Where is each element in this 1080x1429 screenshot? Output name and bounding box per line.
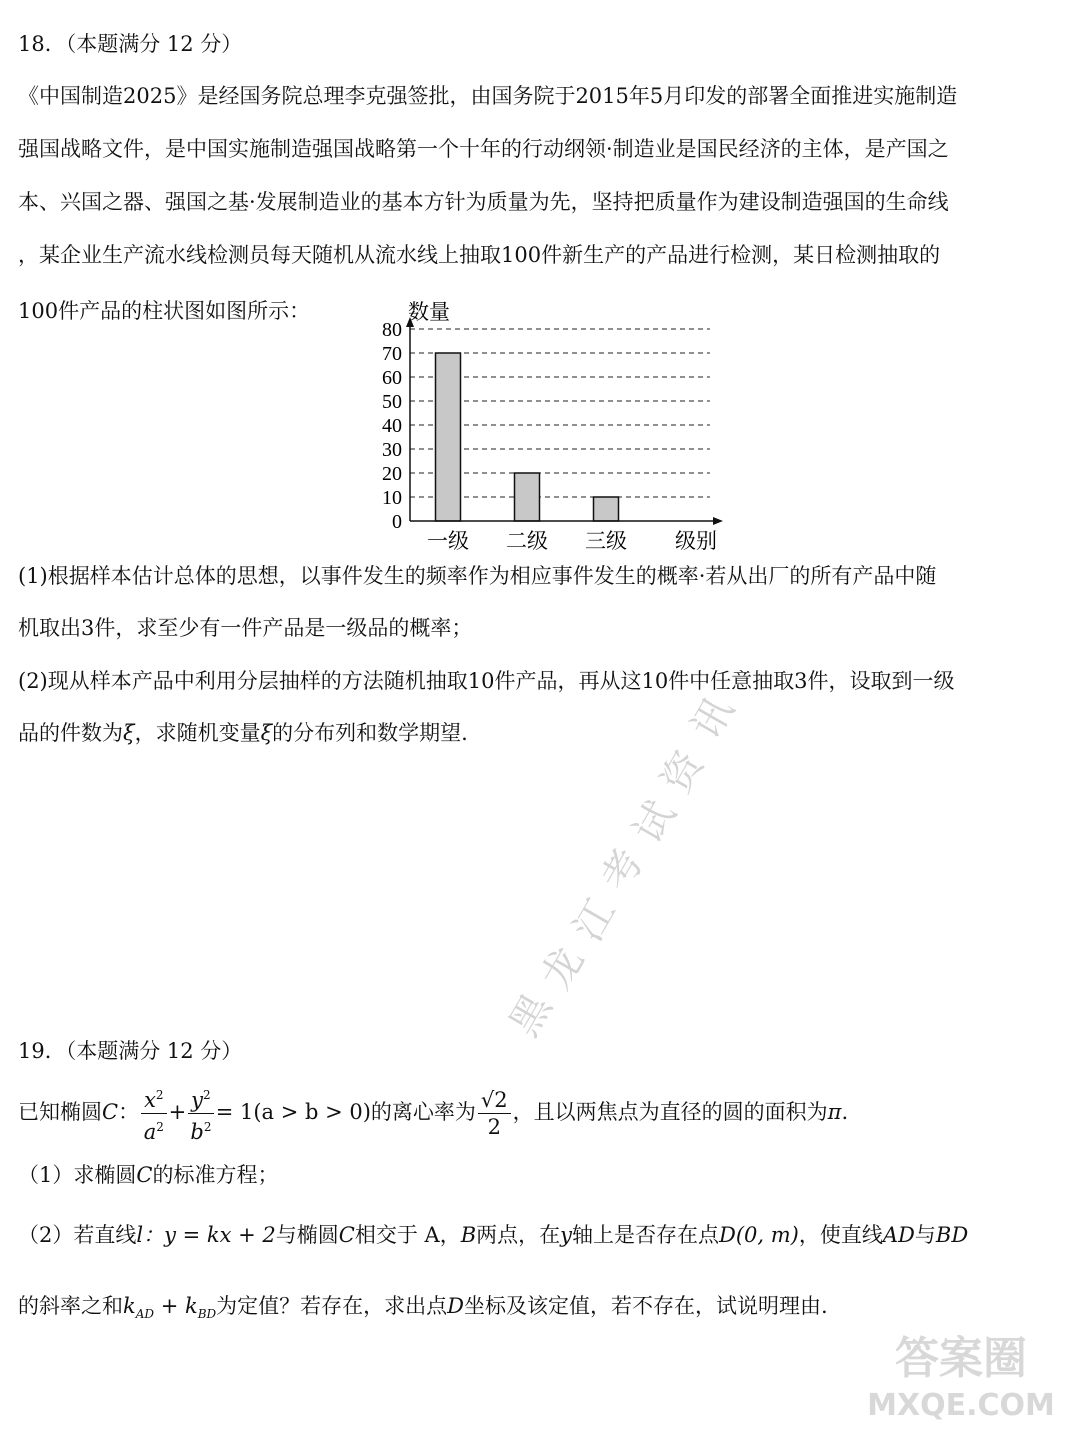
y-tick-label: 60: [382, 367, 402, 389]
plus-sign: +: [168, 1100, 187, 1124]
var-x: x: [144, 1088, 156, 1112]
q19-sub2-line-1: [18, 1221, 968, 1249]
watermark-logo: [856, 1323, 1066, 1423]
y-axis-label: 数量: [408, 300, 450, 324]
y-tick-label: 10: [382, 487, 402, 509]
subscript-bd: BD: [197, 1307, 217, 1322]
sqrt2: √2: [478, 1087, 511, 1114]
q19-text: 轴上是否存在点: [572, 1223, 720, 1247]
logo-top-text: 答案圈: [895, 1333, 1027, 1384]
fraction-sqrt2-2: [478, 1087, 511, 1140]
logo-bottom-text: MXQE.COM: [867, 1388, 1055, 1423]
var-y: y: [191, 1088, 204, 1112]
q18-sub2-line-1: (2)现从样本产品中利用分层抽样的方法随机抽取10件产品，再从这10件中任意抽取3件，设取到一级: [18, 669, 955, 693]
x-tick-label: 一级: [427, 529, 469, 553]
ellipse-c: C: [338, 1223, 355, 1247]
ellipse-c: C: [136, 1163, 153, 1187]
x-tick-label: 二级: [506, 529, 548, 553]
q18-sub2-line-2: [18, 719, 468, 747]
q18-paragraph-line-2: 强国战略文件，是中国实施制造强国战略第一个十年的行动纲领·制造业是国民经济的主体，是产国之: [18, 137, 949, 161]
xi-symbol: ξ: [123, 721, 135, 745]
pi-symbol: π: [827, 1100, 842, 1124]
q18-sub2-text-c: 的分布列和数学期望.: [272, 721, 468, 745]
denominator: 2: [487, 1115, 501, 1139]
q18-sub2-text-a: 品的件数为: [18, 721, 123, 745]
line-equation: ：y = kx + 2: [143, 1223, 276, 1247]
q19-text: ，使直线: [798, 1223, 883, 1247]
x-axis-arrow: [713, 517, 723, 525]
q18-sub2-text-b: ，求随机变量: [134, 721, 261, 745]
q18-paragraph-line-4: ，某企业生产流水线检测员每天随机从流水线上抽取100件新生产的产品进行检测，某日检测抽取的: [18, 243, 941, 267]
chart-bars: [436, 353, 619, 521]
q19-sub2-line-2: [18, 1292, 828, 1328]
watermark-char: 讯: [683, 689, 743, 748]
q19-text: 为定值？若存在，求出点: [216, 1294, 448, 1318]
ellipse-c: C: [102, 1100, 119, 1124]
point-d: D: [447, 1294, 465, 1318]
chart-x-labels: [427, 529, 627, 553]
fraction-y2-b2: [188, 1082, 214, 1145]
equation-rhs: = 1(a > b > 0): [215, 1100, 371, 1124]
q19-text: 已知椭圆: [18, 1100, 102, 1124]
line-l: l: [136, 1223, 144, 1247]
y-axis-var: y: [560, 1223, 573, 1247]
q19-line-1: [18, 1082, 848, 1145]
y-tick-label: 30: [382, 439, 402, 461]
bar: [436, 353, 461, 521]
watermark-char: 试: [625, 793, 685, 852]
q19-header: 19．（本题满分 12 分）: [18, 1039, 243, 1063]
q19-text: 两点，在: [476, 1223, 561, 1247]
watermark-char: 考: [593, 841, 653, 900]
q18-paragraph-line-3: 本、兴国之器、强国之基·发展制造业的基本方针为质量为先，坚持把质量作为建设制造强国的生命线: [18, 190, 949, 214]
q18-header: 18．（本题满分 12 分）: [18, 32, 243, 56]
q18-paragraph-line-1: 《中国制造2025》是经国务院总理李克强签批，由国务院于2015年5月印发的部署全面推进实施制造: [18, 84, 958, 108]
q19-sub1: [18, 1161, 278, 1189]
q19-text: （2）若直线: [18, 1223, 137, 1247]
watermark-char: 黑: [501, 986, 561, 1045]
point-d: D(0, m): [719, 1223, 799, 1247]
q19-text: 的标准方程；: [152, 1163, 279, 1187]
q19-text: 与椭圆: [275, 1223, 339, 1247]
y-tick-label: 0: [392, 511, 402, 533]
x-tick-label: 三级: [585, 529, 627, 553]
var-b: b: [190, 1120, 204, 1144]
exp: 2: [156, 1120, 164, 1134]
point-b: B: [460, 1223, 477, 1247]
q19-text: 的斜率之和: [18, 1294, 123, 1318]
y-tick-label: 70: [382, 343, 402, 365]
chart-y-ticks: [382, 319, 402, 533]
fraction-x2-a2: [141, 1082, 166, 1145]
exp: 2: [203, 1088, 211, 1102]
q18-paragraph-line-5: 100件产品的柱状图如图所示：: [18, 299, 311, 323]
q18-sub1-line-2: 机取出3件，求至少有一件产品是一级品的概率；: [18, 616, 473, 640]
q19-text: ，且以两焦点为直径的圆的面积为: [512, 1100, 828, 1124]
x-axis-label: 级别: [675, 529, 717, 553]
q19-text: （1）求椭圆: [18, 1163, 137, 1187]
line-bd: BD: [935, 1223, 969, 1247]
slope-k: k: [184, 1294, 198, 1318]
period: .: [841, 1100, 849, 1124]
subscript-ad: AD: [135, 1307, 155, 1322]
q19-text: 的离心率为: [370, 1100, 476, 1124]
plus-sign: +: [154, 1294, 185, 1318]
y-tick-label: 20: [382, 463, 402, 485]
y-tick-label: 50: [382, 391, 402, 413]
slope-k: k: [123, 1294, 136, 1318]
bar: [594, 497, 619, 521]
bar-chart: [355, 295, 735, 560]
y-tick-label: 80: [382, 319, 402, 341]
watermark-char: 龙: [533, 939, 593, 998]
exp: 2: [155, 1088, 164, 1102]
q19-text: 相交于 A，: [354, 1223, 461, 1247]
exp: 2: [203, 1120, 212, 1134]
colon: ：: [118, 1100, 140, 1124]
q18-sub1-line-1: (1)根据样本估计总体的思想，以事件发生的频率作为相应事件发生的概率·若从出厂的所有产品中随: [18, 564, 937, 588]
q19-text: 与: [914, 1223, 936, 1247]
watermark-char: 资: [653, 743, 713, 802]
bar: [515, 473, 540, 521]
watermark-char: 江: [565, 891, 625, 950]
y-tick-label: 40: [382, 415, 402, 437]
var-a: a: [143, 1120, 157, 1144]
q19-text: 坐标及该定值，若不存在，试说明理由.: [464, 1294, 828, 1318]
xi-symbol: ξ: [260, 721, 273, 745]
line-ad: AD: [882, 1223, 915, 1247]
